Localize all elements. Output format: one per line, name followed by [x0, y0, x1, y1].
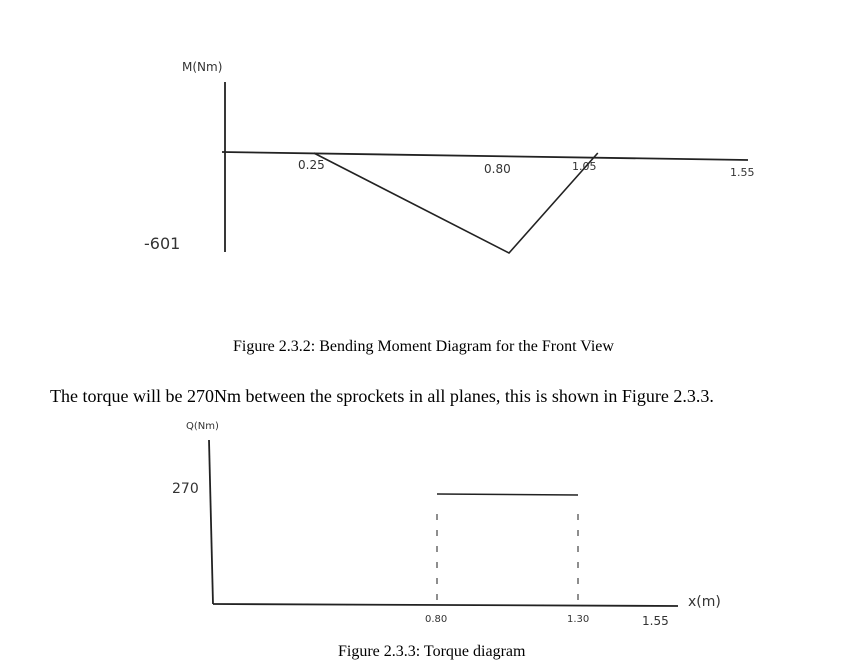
torque-x-axis — [213, 604, 678, 606]
torque-level-line — [437, 494, 578, 495]
torque-value-tick-label: 270 — [172, 481, 199, 497]
moment-x-tick-label: 1.55 — [730, 166, 755, 179]
torque-x-tick-label: 0.80 — [425, 614, 448, 625]
torque-y-axis — [209, 440, 213, 604]
moment-x-tick-label: 0.25 — [298, 158, 325, 172]
figure2-caption: Figure 2.3.3: Torque diagram — [338, 643, 526, 660]
moment-min-tick-label: -601 — [144, 234, 181, 253]
torque-x-tick-label: 1.30 — [567, 614, 590, 625]
moment-axis-label: M(Nm) — [182, 60, 223, 74]
torque-x-axis-label: x(m) — [688, 594, 721, 610]
torque-x-tick-label: 1.55 — [642, 614, 669, 628]
figure1-caption: Figure 2.3.2: Bending Moment Diagram for the Front View — [233, 338, 614, 355]
torque-paragraph: The torque will be 270Nm between the sprockets in all planes, this is shown in Figure 2.3.3. — [50, 386, 714, 406]
torque-axis-label: Q(Nm) — [186, 421, 219, 432]
moment-x-tick-label: 0.80 — [484, 162, 511, 176]
moment-x-tick-label: 1.05 — [572, 160, 597, 173]
